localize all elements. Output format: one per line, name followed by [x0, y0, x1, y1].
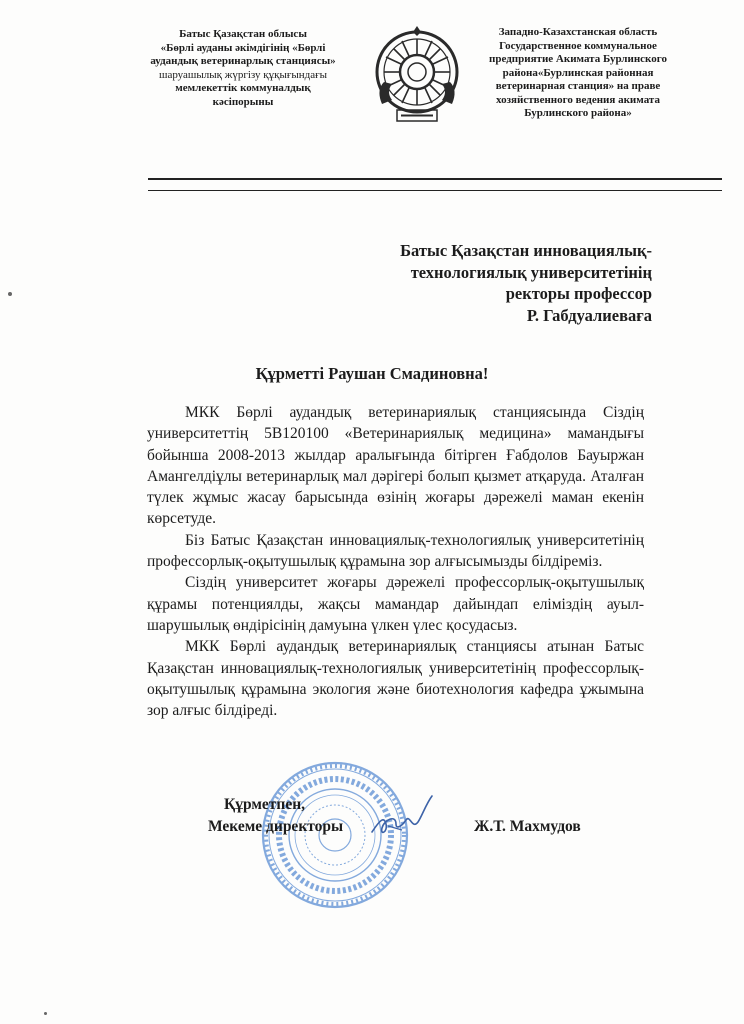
body-paragraph: Сіздің университет жоғары дәрежелі профессорлық-оқытушылық құрамы потенциялды, жақсы мамандар дайындап еліміздің ауыл-шарушылық өндірісінің дамуына үлкен үлес қосудасыз.: [147, 574, 644, 634]
scan-speck: [44, 1012, 47, 1015]
addressee-line: Батыс Қазақстан инновациялық-: [400, 241, 652, 260]
scan-speck: [8, 292, 12, 296]
letterhead-divider-thick: [148, 178, 722, 180]
letterhead-ru-line: хозяйственного ведения акимата: [496, 93, 660, 106]
letterhead-kz-line: Батыс Қазақстан облысы: [179, 28, 307, 40]
letterhead-kazakh: [138, 28, 348, 109]
addressee-line: технологиялық университетінің: [410, 262, 652, 282]
letterhead-ru-line: ветеринарная станция» на праве: [495, 80, 661, 92]
letter-body: [147, 402, 644, 721]
letterhead-ru-line: предприятие Акимата Бурлинского: [489, 53, 667, 65]
letterhead-kz-line: «Бөрлі ауданы әкімдігінің «Бөрлі: [160, 41, 326, 54]
letterhead-kz-line: аудандық ветеринарлық станциясы»: [150, 55, 336, 67]
signer-name: Ж.Т. Махмудов: [474, 818, 581, 835]
body-paragraph: МКК Бөрлі аудандық ветеринариялық станциясы атынан Батыс Қазақстан инновациялық-технологиялық университетінің профессорлық-оқытушылық құрамына экология және биотехнология кафедра ұжымына зор алғыс білдіреді.: [147, 638, 644, 720]
addressee-line: Р. Габдуалиеваға: [526, 305, 652, 325]
signer-title: Мекеме директоры: [208, 818, 344, 835]
letterhead-kz-line: шаруашылық жүргізу құқығындағы: [158, 68, 328, 81]
body-paragraph: Біз Батыс Қазақстан инновациялық-технологиялық университетінің профессорлық-оқытушылық құрамына зор алғысымызды білдіреміз.: [147, 531, 644, 571]
salutation: Құрметті Раушан Смадиновна!: [255, 364, 489, 383]
addressee-block: [292, 240, 652, 326]
letterhead-divider-thin: [148, 190, 722, 191]
letterhead-ru-line: Бурлинского района»: [524, 107, 632, 119]
closing-regards: Құрметпен,: [224, 796, 306, 813]
letterhead-ru-line: Западно-Казахстанская область: [498, 26, 658, 38]
letterhead-ru-line: Государственное коммунальное: [499, 39, 657, 52]
signature-icon: [366, 790, 438, 850]
body-paragraph: МКК Бөрлі аудандық ветеринариялық станциясында Сіздің университеттің 5В120100 «Ветеринариялық медицина» мамандығы бойынша 2008-2013 жылдар аралығында бітірген Ғабдолов Бауыржан Амангелдіұлы ветеринарлық мал дәрігері болып қызмет атқаруда. Аталған түлек жұмыс жасау барысында өзінің жоғары дәрежелі маман екенін көрсетуде.: [147, 404, 644, 528]
letterhead-russian: [472, 26, 684, 121]
letterhead-ru-line: района«Бурлинская районная: [502, 66, 654, 79]
letterhead-kz-line: мемлекеттік коммуналдық: [175, 82, 311, 94]
addressee-line: ректоры профессор: [505, 284, 652, 303]
state-emblem-icon: [372, 24, 462, 128]
letterhead-kz-line: кәсіпорыны: [212, 95, 274, 108]
